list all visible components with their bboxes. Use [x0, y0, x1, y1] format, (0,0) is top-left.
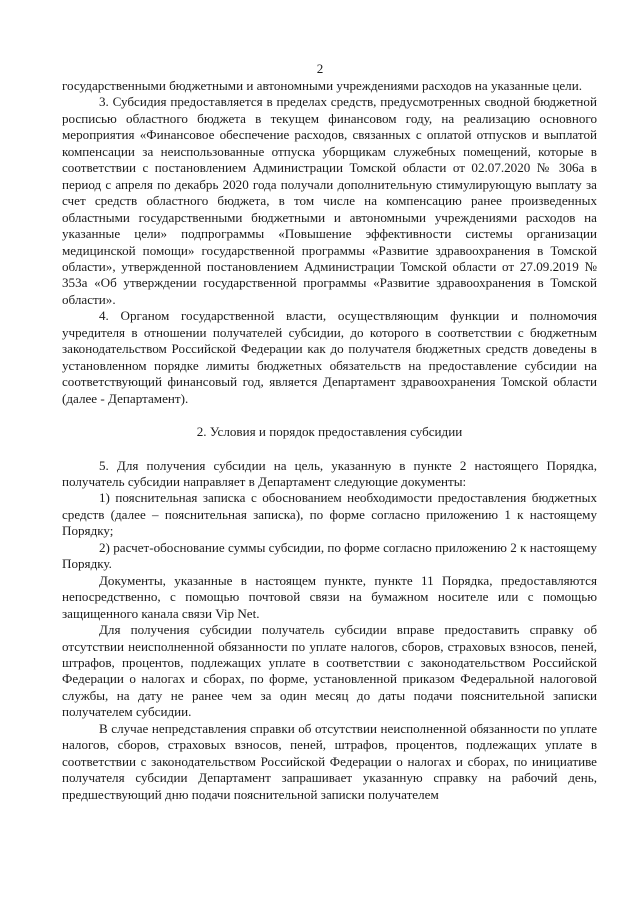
- page-header: [0, 61, 640, 78]
- paragraph-item-4: 4. Органом государственной власти, осуществляющим функции и полномочия учредителя в отношении получателей субсидии, до которого в соответствии с бюджетным законодательством Российской Федерации как до получателя бюджетных средств доведены в установленном порядке лимиты бюджетных обязательств на предоставление субсидии на соответствующий финансовый год, является Департамент здравоохранения Томской области (далее - Департамент).: [62, 308, 597, 406]
- paragraph-continuation: государственными бюджетными и автономными учреждениями расходов на указанные цели.: [62, 78, 582, 93]
- paragraph-non-submission: В случае непредставления справки об отсутствии неисполненной обязанности по уплате налогов, сборов, страховых взносов, пеней, штрафов, процентов, подлежащих уплате в соответствии с законодательством Российской Федерации о налогах и сборах, по инициативе получателя субсидии Департамент запрашивает указанную справку на рабочий день, предшествующий дню подачи пояснительной записки получателем: [62, 720, 597, 802]
- list-item-1: 1) пояснительная записка с обоснованием необходимости предоставления бюджетных средств (далее – пояснительная записка), по форме согласно приложению 1 к настоящему Порядку;: [62, 490, 597, 539]
- paragraph-documents: Документы, указанные в настоящем пункте, пункте 11 Порядка, предоставляются непосредственно, с помощью почтовой связи на бумажном носителе или с помощью защищенного канала связи Vip Net.: [62, 572, 597, 621]
- section-heading: 2. Условия и порядок предоставления субсидии: [196, 424, 463, 440]
- paragraph-item-5: 5. Для получения субсидии на цель, указанную в пункте 2 настоящего Порядка, получатель субсидии направляет в Департамент следующие документы:: [62, 457, 597, 489]
- page-number: 2: [316, 61, 324, 76]
- paragraph-item-3: 3. Субсидия предоставляется в пределах средств, предусмотренных сводной бюджетной росписью областного бюджета в текущем финансовом году, на реализацию основного мероприятия «Финансовое обеспечение расходов, связанных с оплатой отпусков и выплатой компенсации за неиспользованные отпуска уборщикам служебных помещений, которые в соответствии с постановлением Администрации Томской области от 02.07.2020 № 306а в период с апреля по декабрь 2020 года получали дополнительную стимулирующую выплату за счет средств областного бюджета, в том числе на компенсацию ранее произведенных областными государственными бюджетными и автономными учреждениями расходов на указанные цели» подпрограммы «Повышение эффективности системы организации медицинской помощи» государственной программы «Развитие здравоохранения в Томской области», утвержденной постановлением Администрации Томской области от 27.09.2019 № 353а «Об утверждении государственной программы «Развитие здравоохранения в Томской области».: [62, 94, 597, 307]
- paragraph-tax-certificate: Для получения субсидии получатель субсидии вправе предоставить справку об отсутствии неисполненной обязанности по уплате налогов, сборов, страховых взносов, пеней, штрафов, процентов, подлежащих уплате в соответствии с законодательством Российской Федерации о налогах и сборах, по форме, установленной приказом Федеральной налоговой службы, на дату не ранее чем за один месяц до даты подачи пояснительной записки получателем субсидии.: [62, 622, 597, 720]
- list-item-2: 2) расчет-обоснование суммы субсидии, по форме согласно приложению 2 к настоящему Порядку.: [62, 539, 597, 572]
- document-body: [62, 78, 597, 803]
